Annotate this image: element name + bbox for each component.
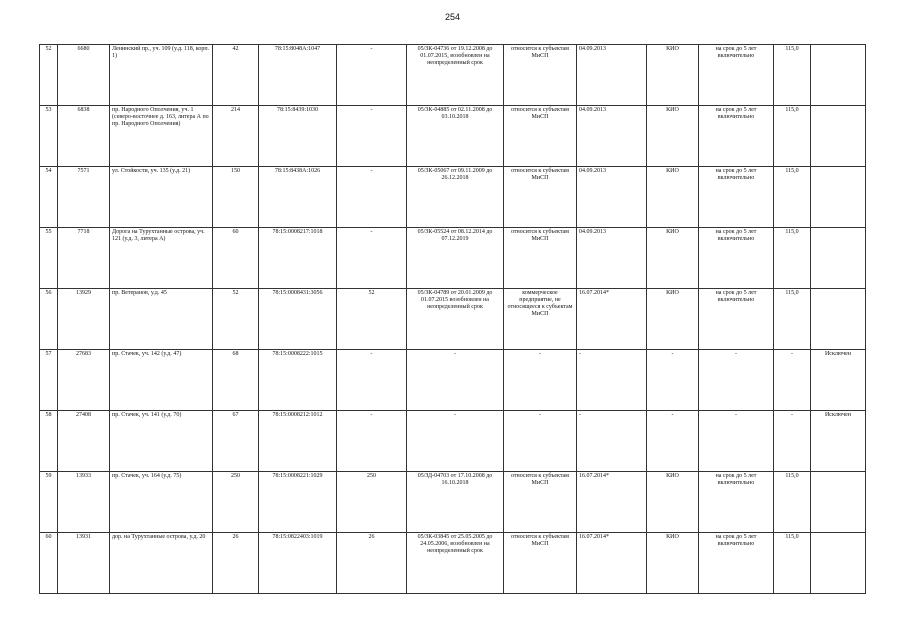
cell-address: Дорога на Турухтанные острова, уч. 121 (у.д. 3, литера А): [110, 228, 213, 289]
cell-decision-date: 16.07.2014*: [577, 533, 647, 594]
cell-area-used: -: [337, 106, 407, 167]
cell-rate: 115,0: [774, 45, 811, 106]
cell-decision-date: 16.07.2014*: [577, 472, 647, 533]
cell-address: пр. Народного Ополчения, уч. 1 (северо-восточнее д. 163, литера А по пр. Народного Ополчения): [110, 106, 213, 167]
cell-row-number: 56: [40, 289, 58, 350]
cell-object-id: 13929: [58, 289, 110, 350]
cell-cadastral-number: 78:15:0822403:1019: [259, 533, 337, 594]
cell-cadastral-number: 78:15:0008212:1012: [259, 411, 337, 472]
cell-cadastral-number: 78:15:0008222:1015: [259, 350, 337, 411]
register-table: [39, 44, 866, 594]
cell-object-id: 13933: [58, 472, 110, 533]
cell-area: 60: [213, 228, 259, 289]
cell-contract: -: [407, 411, 504, 472]
cell-area: 214: [213, 106, 259, 167]
cell-tenant-status: -: [504, 411, 577, 472]
cell-note: [811, 472, 866, 533]
cell-tenant-status: относится к субъектам МиСП: [504, 167, 577, 228]
cell-authority: КИО: [647, 472, 699, 533]
cell-area: 67: [213, 411, 259, 472]
cell-term: на срок до 5 лет включительно: [699, 167, 774, 228]
cell-row-number: 57: [40, 350, 58, 411]
cell-decision-date: 16.07.2014*: [577, 289, 647, 350]
cell-address: Ленинский пр., уч. 109 (у.д. 118, корп. 1): [110, 45, 213, 106]
cell-contract: 05/ЗК-05524 от 08.12.2014 до 07.12.2019: [407, 228, 504, 289]
cell-area-used: 52: [337, 289, 407, 350]
cell-term: на срок до 5 лет включительно: [699, 472, 774, 533]
cell-area: 42: [213, 45, 259, 106]
cell-contract: 05/ЗК-04789 от 20.01.2009 до 01.07.2015 возобновлен на неопределенный срок: [407, 289, 504, 350]
cell-row-number: 54: [40, 167, 58, 228]
cell-note: [811, 106, 866, 167]
cell-area: 68: [213, 350, 259, 411]
cell-authority: КИО: [647, 533, 699, 594]
cell-cadastral-number: 78:15:0008217:1018: [259, 228, 337, 289]
cell-authority: КИО: [647, 106, 699, 167]
cell-note: [811, 289, 866, 350]
cell-authority: КИО: [647, 45, 699, 106]
cell-address: дор. на Турухтанные острова, у.д. 20: [110, 533, 213, 594]
cell-address: ул. Стойкости, уч. 135 (у.д. 21): [110, 167, 213, 228]
cell-note: [811, 167, 866, 228]
cell-object-id: 27408: [58, 411, 110, 472]
cell-rate: -: [774, 350, 811, 411]
cell-rate: -: [774, 411, 811, 472]
cell-area-used: -: [337, 167, 407, 228]
cell-decision-date: -: [577, 411, 647, 472]
cell-area-used: -: [337, 411, 407, 472]
cell-rate: 115,0: [774, 167, 811, 228]
table-row: [40, 350, 866, 411]
cell-term: на срок до 5 лет включительно: [699, 45, 774, 106]
cell-rate: 115,0: [774, 533, 811, 594]
cell-object-id: 13931: [58, 533, 110, 594]
cell-tenant-status: относится к субъектам МиСП: [504, 533, 577, 594]
cell-row-number: 60: [40, 533, 58, 594]
cell-address: пр. Стачек, уч. 164 (у.д. 75): [110, 472, 213, 533]
cell-area-used: 250: [337, 472, 407, 533]
cell-term: -: [699, 411, 774, 472]
cell-note: [811, 228, 866, 289]
cell-address: пр. Стачек, уч. 141 (у.д. 70): [110, 411, 213, 472]
cell-object-id: 7571: [58, 167, 110, 228]
cell-area: 26: [213, 533, 259, 594]
cell-contract: 05/ЗК-05067 от 09.11.2009 до 26.12.2018: [407, 167, 504, 228]
cell-rate: 115,0: [774, 289, 811, 350]
cell-area: 52: [213, 289, 259, 350]
cell-contract: 05/ЗК-04885 от 02.11.2008 до 03.10.2018: [407, 106, 504, 167]
cell-area: 150: [213, 167, 259, 228]
cell-cadastral-number: 78:15:8439:1030: [259, 106, 337, 167]
cell-decision-date: 04.09.2013: [577, 228, 647, 289]
cell-authority: -: [647, 350, 699, 411]
cell-note: [811, 45, 866, 106]
cell-term: на срок до 5 лет включительно: [699, 533, 774, 594]
cell-tenant-status: относится к субъектам МиСП: [504, 106, 577, 167]
table-row: [40, 228, 866, 289]
cell-term: -: [699, 350, 774, 411]
table-row: [40, 533, 866, 594]
cell-rate: 115,0: [774, 106, 811, 167]
cell-decision-date: -: [577, 350, 647, 411]
cell-area-used: 26: [337, 533, 407, 594]
cell-term: на срок до 5 лет включительно: [699, 289, 774, 350]
cell-authority: КИО: [647, 228, 699, 289]
cell-object-id: 6838: [58, 106, 110, 167]
cell-cadastral-number: 78:15:0008221:1029: [259, 472, 337, 533]
cell-cadastral-number: 78:15:0008431:3056: [259, 289, 337, 350]
cell-tenant-status: коммерческое предприятие, не относящееся к субъектам МиСП: [504, 289, 577, 350]
cell-note: [811, 533, 866, 594]
cell-note: Исключен: [811, 411, 866, 472]
cell-decision-date: 04.09.2013: [577, 106, 647, 167]
cell-row-number: 59: [40, 472, 58, 533]
cell-cadastral-number: 78:15:8048А:1047: [259, 45, 337, 106]
cell-decision-date: 04.09.2013: [577, 167, 647, 228]
cell-authority: -: [647, 411, 699, 472]
cell-tenant-status: -: [504, 350, 577, 411]
cell-row-number: 55: [40, 228, 58, 289]
table-row: [40, 167, 866, 228]
cell-contract: -: [407, 350, 504, 411]
cell-authority: КИО: [647, 289, 699, 350]
cell-rate: 115,0: [774, 472, 811, 533]
cell-contract: 05/ЗД-04703 от 17.10.2008 до 16.10.2018: [407, 472, 504, 533]
cell-rate: 115,0: [774, 228, 811, 289]
cell-term: на срок до 5 лет включительно: [699, 228, 774, 289]
cell-cadastral-number: 78:15:8438А:1026: [259, 167, 337, 228]
cell-tenant-status: относится к субъектам МиСП: [504, 228, 577, 289]
cell-decision-date: 04.09.2013: [577, 45, 647, 106]
cell-tenant-status: относится к субъектам МиСП: [504, 472, 577, 533]
cell-area-used: -: [337, 45, 407, 106]
cell-object-id: 7718: [58, 228, 110, 289]
cell-note: Исключен: [811, 350, 866, 411]
cell-tenant-status: относится к субъектам МиСП: [504, 45, 577, 106]
cell-term: на срок до 5 лет включительно: [699, 106, 774, 167]
cell-row-number: 58: [40, 411, 58, 472]
cell-object-id: 27683: [58, 350, 110, 411]
cell-row-number: 53: [40, 106, 58, 167]
table-row: [40, 45, 866, 106]
table-row: [40, 472, 866, 533]
cell-area: 250: [213, 472, 259, 533]
cell-area-used: -: [337, 350, 407, 411]
table-row: [40, 289, 866, 350]
cell-contract: 05/ЗК-04736 от 19.12.2008 до 01.07.2015, возобновлен на неопределенный срок: [407, 45, 504, 106]
cell-authority: КИО: [647, 167, 699, 228]
cell-contract: 05/ЗК-03845 от 25.05.2005 до 24.05.2006, возобновлен на неопределенный срок: [407, 533, 504, 594]
table-row: [40, 106, 866, 167]
page-number: 254: [444, 12, 461, 22]
cell-object-id: 6680: [58, 45, 110, 106]
cell-area-used: -: [337, 228, 407, 289]
table-row: [40, 411, 866, 472]
cell-row-number: 52: [40, 45, 58, 106]
cell-address: пр. Ветеранов, у.д. 45: [110, 289, 213, 350]
cell-address: пр. Стачек, уч. 142 (у.д. 47): [110, 350, 213, 411]
